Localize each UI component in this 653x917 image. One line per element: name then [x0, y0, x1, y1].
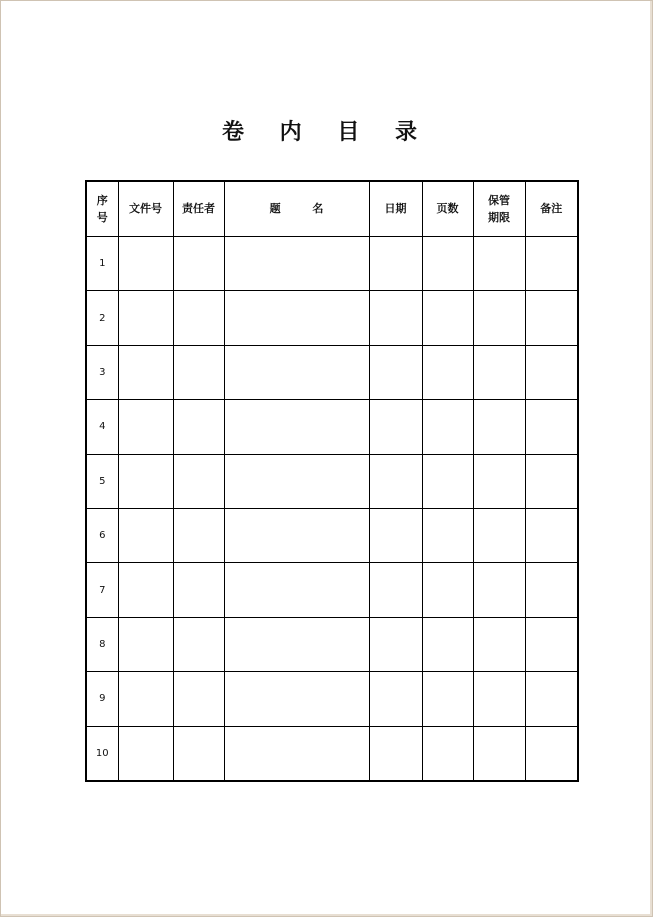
cell-pages[interactable] — [422, 726, 473, 781]
header-pages: 页数 — [422, 181, 473, 237]
cell-file-no[interactable] — [118, 563, 173, 617]
cell-retention[interactable] — [473, 400, 525, 454]
cell-seq: 8 — [86, 617, 118, 671]
cell-topic[interactable] — [224, 345, 369, 399]
cell-date[interactable] — [369, 345, 422, 399]
cell-responsible[interactable] — [173, 508, 224, 562]
cell-remarks[interactable] — [525, 291, 578, 345]
cell-pages[interactable] — [422, 563, 473, 617]
cell-topic[interactable] — [224, 291, 369, 345]
cell-remarks[interactable] — [525, 237, 578, 291]
cell-date[interactable] — [369, 672, 422, 726]
cell-date[interactable] — [369, 237, 422, 291]
cell-pages[interactable] — [422, 508, 473, 562]
cell-pages[interactable] — [422, 345, 473, 399]
cell-responsible[interactable] — [173, 672, 224, 726]
cell-seq: 1 — [86, 237, 118, 291]
cell-remarks[interactable] — [525, 672, 578, 726]
table-body — [86, 237, 578, 782]
cell-file-no[interactable] — [118, 508, 173, 562]
table-row — [86, 291, 578, 345]
cell-remarks[interactable] — [525, 563, 578, 617]
header-responsible: 责任者 — [173, 181, 224, 237]
cell-pages[interactable] — [422, 291, 473, 345]
cell-pages[interactable] — [422, 454, 473, 508]
cell-date[interactable] — [369, 726, 422, 781]
cell-retention[interactable] — [473, 726, 525, 781]
cell-retention[interactable] — [473, 508, 525, 562]
cell-pages[interactable] — [422, 237, 473, 291]
catalog-table — [85, 180, 579, 782]
cell-responsible[interactable] — [173, 563, 224, 617]
cell-file-no[interactable] — [118, 291, 173, 345]
cell-date[interactable] — [369, 617, 422, 671]
cell-responsible[interactable] — [173, 345, 224, 399]
cell-responsible[interactable] — [173, 454, 224, 508]
cell-retention[interactable] — [473, 563, 525, 617]
header-row — [86, 181, 578, 237]
cell-topic[interactable] — [224, 454, 369, 508]
cell-remarks[interactable] — [525, 454, 578, 508]
header-retention: 保管期限 — [473, 181, 525, 237]
cell-seq: 7 — [86, 563, 118, 617]
table-row — [86, 726, 578, 781]
cell-remarks[interactable] — [525, 345, 578, 399]
table-row — [86, 400, 578, 454]
cell-seq: 3 — [86, 345, 118, 399]
cell-topic[interactable] — [224, 237, 369, 291]
cell-retention[interactable] — [473, 617, 525, 671]
cell-topic[interactable] — [224, 563, 369, 617]
table-row — [86, 454, 578, 508]
cell-seq: 2 — [86, 291, 118, 345]
cell-seq: 6 — [86, 508, 118, 562]
cell-topic[interactable] — [224, 672, 369, 726]
cell-retention[interactable] — [473, 345, 525, 399]
header-seq: 序号 — [86, 181, 118, 237]
table-row — [86, 345, 578, 399]
cell-seq: 4 — [86, 400, 118, 454]
cell-retention[interactable] — [473, 672, 525, 726]
cell-remarks[interactable] — [525, 726, 578, 781]
table-row — [86, 563, 578, 617]
table-row — [86, 672, 578, 726]
cell-file-no[interactable] — [118, 617, 173, 671]
cell-retention[interactable] — [473, 291, 525, 345]
cell-topic[interactable] — [224, 508, 369, 562]
cell-remarks[interactable] — [525, 508, 578, 562]
header-date: 日期 — [369, 181, 422, 237]
cell-date[interactable] — [369, 508, 422, 562]
header-remarks: 备注 — [525, 181, 578, 237]
cell-file-no[interactable] — [118, 672, 173, 726]
cell-date[interactable] — [369, 563, 422, 617]
cell-date[interactable] — [369, 291, 422, 345]
cell-file-no[interactable] — [118, 454, 173, 508]
cell-seq: 9 — [86, 672, 118, 726]
cell-file-no[interactable] — [118, 400, 173, 454]
cell-retention[interactable] — [473, 454, 525, 508]
cell-date[interactable] — [369, 400, 422, 454]
cell-retention[interactable] — [473, 237, 525, 291]
cell-responsible[interactable] — [173, 726, 224, 781]
header-file-no: 文件号 — [118, 181, 173, 237]
cell-responsible[interactable] — [173, 617, 224, 671]
cell-seq: 10 — [86, 726, 118, 781]
cell-remarks[interactable] — [525, 617, 578, 671]
table-row — [86, 617, 578, 671]
cell-remarks[interactable] — [525, 400, 578, 454]
table-row — [86, 508, 578, 562]
cell-pages[interactable] — [422, 400, 473, 454]
cell-file-no[interactable] — [118, 726, 173, 781]
table-row — [86, 237, 578, 291]
cell-topic[interactable] — [224, 726, 369, 781]
cell-file-no[interactable] — [118, 237, 173, 291]
cell-file-no[interactable] — [118, 345, 173, 399]
page-title: 卷 内 目 录 — [222, 119, 431, 145]
cell-topic[interactable] — [224, 400, 369, 454]
cell-pages[interactable] — [422, 617, 473, 671]
cell-date[interactable] — [369, 454, 422, 508]
cell-pages[interactable] — [422, 672, 473, 726]
cell-responsible[interactable] — [173, 237, 224, 291]
cell-topic[interactable] — [224, 617, 369, 671]
cell-responsible[interactable] — [173, 291, 224, 345]
cell-seq: 5 — [86, 454, 118, 508]
header-topic: 题 名 — [224, 181, 369, 237]
cell-responsible[interactable] — [173, 400, 224, 454]
